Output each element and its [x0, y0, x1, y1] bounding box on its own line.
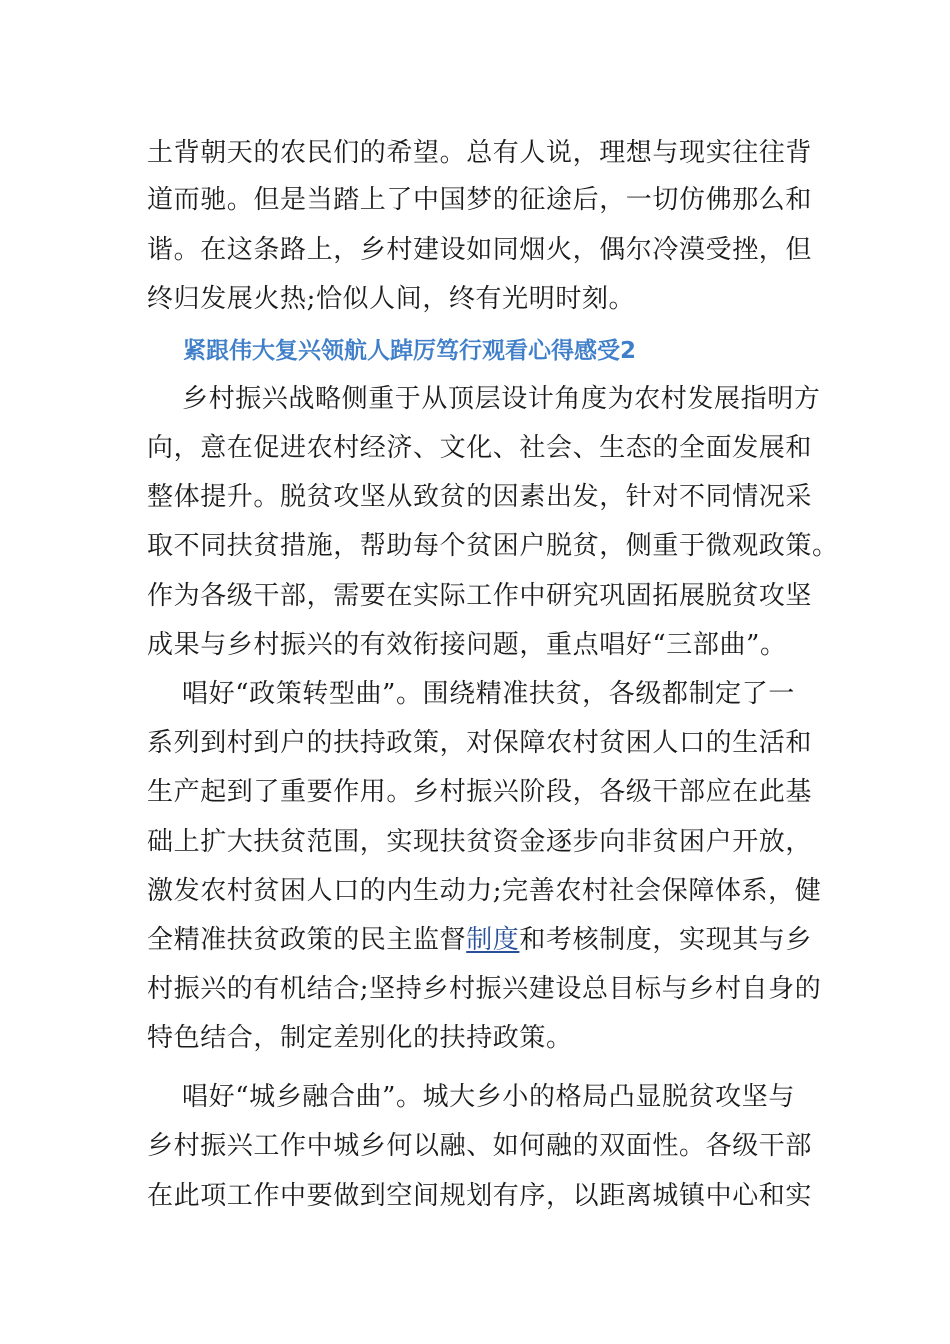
paragraph-line: 取不同扶贫措施，帮助每个贫困户脱贫，侧重于微观政策。 [147, 531, 839, 561]
line-text-before-link: 全精准扶贫政策的民主监督 [147, 925, 467, 955]
paragraph-line: 向，意在促进农村经济、文化、社会、生态的全面发展和 [147, 433, 813, 463]
paragraph-line: 生产起到了重要作用。乡村振兴阶段，各级干部应在此基 [147, 777, 813, 807]
paragraph-line: 础上扩大扶贫范围，实现扶贫资金逐步向非贫困户开放， [147, 827, 813, 857]
section-heading: 紧跟伟大复兴领航人踔厉笃行观看心得感受2 [183, 338, 637, 364]
paragraph-line: 成果与乡村振兴的有效衔接问题，重点唱好“三部曲”。 [147, 630, 787, 660]
paragraph-line-with-link [147, 924, 813, 956]
paragraph-line: 唱好“城乡融合曲”。城大乡小的格局凸显脱贫攻坚与 [182, 1082, 795, 1112]
paragraph-line: 激发农村贫困人口的内生动力;完善农村社会保障体系，健 [147, 876, 822, 906]
line-text-after-link: 和考核制度，实现其与乡 [519, 925, 813, 955]
paragraph-line: 道而驰。但是当踏上了中国梦的征途后，一切仿佛那么和 [147, 185, 813, 215]
paragraph-line: 乡村振兴战略侧重于从顶层设计角度为农村发展指明方 [182, 384, 821, 414]
paragraph-line: 作为各级干部，需要在实际工作中研究巩固拓展脱贫攻坚 [147, 581, 813, 611]
zhidu-link[interactable]: 制度 [466, 925, 520, 955]
paragraph-line: 终归发展火热;恰似人间，终有光明时刻。 [147, 284, 636, 314]
paragraph-line: 整体提升。脱贫攻坚从致贫的因素出发，针对不同情况采 [147, 482, 813, 512]
paragraph-line: 土背朝天的农民们的希望。总有人说，理想与现实往往背 [147, 138, 813, 168]
paragraph-line: 系列到村到户的扶持政策，对保障农村贫困人口的生活和 [147, 728, 813, 758]
paragraph-line: 特色结合，制定差别化的扶持政策。 [147, 1023, 573, 1053]
paragraph-line: 谐。在这条路上，乡村建设如同烟火，偶尔冷漠受挫，但 [147, 235, 813, 265]
paragraph-line: 乡村振兴工作中城乡何以融、如何融的双面性。各级干部 [147, 1131, 813, 1161]
paragraph-line: 唱好“政策转型曲”。围绕精准扶贫，各级都制定了一 [182, 679, 795, 709]
paragraph-line: 在此项工作中要做到空间规划有序，以距离城镇中心和实 [147, 1181, 813, 1211]
paragraph-line: 村振兴的有机结合;坚持乡村振兴建设总目标与乡村自身的 [147, 974, 822, 1004]
